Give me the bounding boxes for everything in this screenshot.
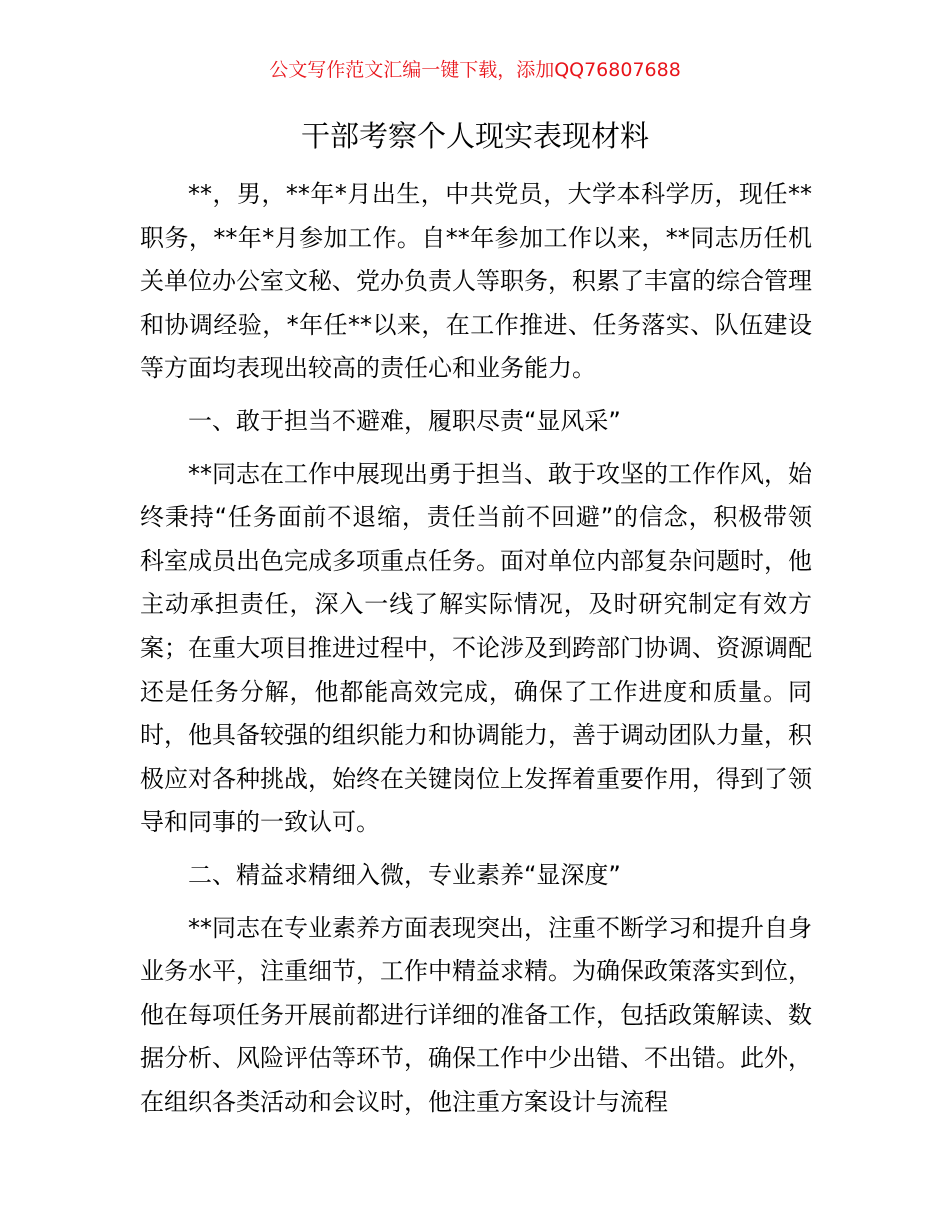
section-2-paragraph: **同志在专业素养方面表现突出，注重不断学习和提升自身业务水平，注重细节，工作中精益求精。为确保政策落实到位，他在每项任务开展前都进行详细的准备工作，包括政策解读、数据分析、风险评估等环节，确保工作中少出错、不出错。此外，在组织各类活动和会议时，他注重方案设计与流程	[140, 913, 812, 1116]
intro-paragraph: **，男，**年*月出生，中共党员，大学本科学历，现任**职务，**年*月参加工作。自**年参加工作以来，**同志历任机关单位办公室文秘、党办负责人等职务，积累了丰富的综合管理和协调经验，*年任**以来，在工作推进、任务落实、队伍建设等方面均表现出较高的责任心和业务能力。	[140, 180, 812, 383]
download-banner: 公文写作范文汇编一键下载，添加QQ76807688	[269, 59, 681, 81]
section-heading-1: 一、敢于担当不避难，履职尽责“显风采”	[188, 406, 621, 435]
section-1-paragraph: **同志在工作中展现出勇于担当、敢于攻坚的工作作风，始终秉持“任务面前不退缩，责任当前不回避”的信念，积极带领科室成员出色完成多项重点任务。面对单位内部复杂问题时，他主动承担责任，深入一线了解实际情况，及时研究制定有效方案；在重大项目推进过程中，不论涉及到跨部门协调、资源调配还是任务分解，他都能高效完成，确保了工作进度和质量。同时，他具备较强的组织能力和协调能力，善于调动团队力量，积极应对各种挑战，始终在关键岗位上发挥着重要作用，得到了领导和同事的一致认可。	[140, 459, 812, 837]
section-heading-2: 二、精益求精细入微，专业素养“显深度”	[188, 860, 621, 889]
document-title: 干部考察个人现实表现材料	[300, 119, 649, 153]
document-body	[140, 173, 812, 1124]
